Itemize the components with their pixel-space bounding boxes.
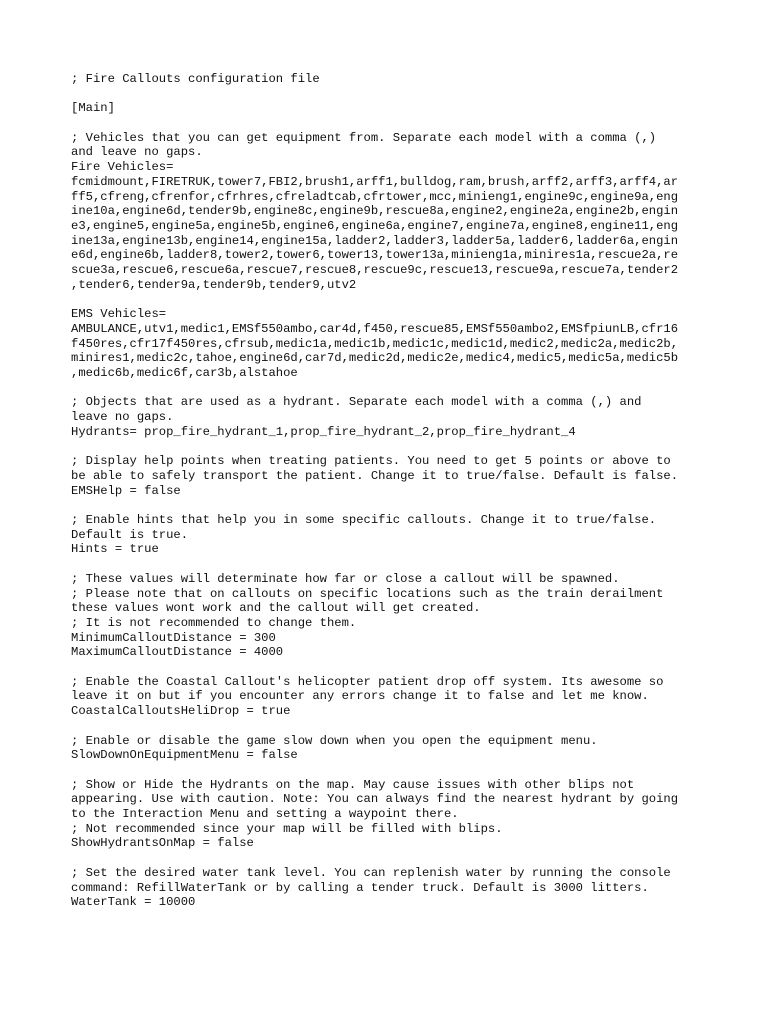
ems-vehicles-value: AMBULANCE,utv1,medic1,EMSf550ambo,car4d,f450,rescue85,EMSf550ambo2,EMSfpiunLB,cfr16 <box>71 321 679 336</box>
callout-distance-comment: ; It is not recommended to change them. <box>71 615 357 630</box>
hints-block <box>71 513 711 557</box>
coastal-heli-drop-setting: CoastalCalloutsHeliDrop = true <box>71 704 291 719</box>
ems-help-comment: ; Display help points when treating patients. You need to get 5 points or above to <box>71 454 671 469</box>
hydrants-setting: Hydrants= prop_fire_hydrant_1,prop_fire_hydrant_2,prop_fire_hydrant_4 <box>71 424 576 439</box>
fire-vehicles-value: scue3a,rescue6,rescue6a,rescue7,rescue8,rescue9c,rescue13,rescue9a,rescue7a,tender2 <box>71 263 679 278</box>
show-hydrants-comment: to the Interaction Menu and setting a waypoint there. <box>71 807 459 821</box>
main-section-heading: [Main] <box>71 101 115 116</box>
maximum-callout-distance-setting: MaximumCalloutDistance = 4000 <box>71 645 284 660</box>
hydrants-block <box>71 395 711 439</box>
main-section-block <box>71 101 711 116</box>
ems-vehicles-value: ,medic6b,medic6f,car3b,alstahoe <box>71 366 298 381</box>
slow-down-menu-block <box>71 734 711 763</box>
fire-vehicles-value: e6d,engine6b,ladder8,tower2,tower6,tower13,tower13a,minieng1a,minires1a,rescue2a,re <box>71 248 679 263</box>
config-header-block <box>71 72 711 87</box>
hydrants-comment: leave no gaps. <box>71 410 174 425</box>
ems-help-comment: be able to safely transport the patient. Change it to true/false. Default is false. <box>71 468 679 483</box>
show-hydrants-comment: ; Not recommended since your map will be filled with blips. <box>71 821 503 836</box>
ems-vehicles-value: f450res,cfr17f450res,cfrsub,medic1a,medic1b,medic1c,medic1d,medic2,medic2a,medic2b, <box>71 336 679 351</box>
coastal-heli-drop-comment: leave it on but if you encounter any errors change it to false and let me know. <box>71 689 649 704</box>
slow-down-menu-setting: SlowDownOnEquipmentMenu = false <box>71 748 298 763</box>
hints-comment: ; Enable hints that help you in some specific callouts. Change it to true/false. <box>71 513 657 527</box>
ems-vehicles-block <box>71 307 711 381</box>
callout-distance-comment: ; These values will determinate how far or close a callout will be spawned. <box>71 571 620 586</box>
callout-distance-block <box>71 572 711 660</box>
water-tank-setting: WaterTank = 10000 <box>71 895 196 910</box>
fire-vehicles-value: fcmidmount,FIRETRUK,tower7,FBI2,brush1,arff1,bulldog,ram,brush,arff2,arff3,arff4,ar <box>71 174 679 189</box>
fire-vehicles-value: ine13a,engine13b,engine14,engine15a,ladder2,ladder3,ladder5a,ladder6,ladder6a,engin <box>71 233 679 248</box>
fire-vehicles-value: ff5,cfreng,cfrenfor,cfrhres,cfreladtcab,cfrtower,mcc,minieng1,engine9c,engine9a,eng <box>71 189 679 204</box>
coastal-heli-drop-comment: ; Enable the Coastal Callout's helicopter patient drop off system. Its awesome so <box>71 674 664 689</box>
fire-vehicles-value: ine10a,engine6d,tender9b,engine8c,engine9b,rescue8a,engine2,engine2a,engine2b,engin <box>71 204 679 219</box>
water-tank-block <box>71 866 711 910</box>
hints-comment: Default is true. <box>71 527 189 542</box>
minimum-callout-distance-setting: MinimumCalloutDistance = 300 <box>71 630 276 645</box>
slow-down-menu-comment: ; Enable or disable the game slow down when you open the equipment menu. <box>71 733 598 748</box>
show-hydrants-comment: appearing. Use with caution. Note: You can always find the nearest hydrant by going <box>71 792 679 807</box>
show-hydrants-setting: ShowHydrantsOnMap = false <box>71 836 254 851</box>
config-document <box>71 72 711 925</box>
callout-distance-comment: these values wont work and the callout will get created. <box>71 601 481 616</box>
fire-vehicles-block <box>71 131 711 293</box>
hydrants-comment: ; Objects that are used as a hydrant. Separate each model with a comma (,) and <box>71 395 642 410</box>
coastal-heli-drop-block <box>71 675 711 719</box>
ems-vehicles-key: EMS Vehicles= <box>71 307 167 322</box>
show-hydrants-comment: ; Show or Hide the Hydrants on the map. May cause issues with other blips not <box>71 777 635 792</box>
hints-setting: Hints = true <box>71 542 159 557</box>
show-hydrants-block <box>71 778 711 852</box>
ems-vehicles-value: minires1,medic2c,tahoe,engine6d,car7d,medic2d,medic2e,medic4,medic5,medic5a,medic5b <box>71 351 679 366</box>
callout-distance-comment: ; Please note that on callouts on specific locations such as the train derailment <box>71 586 664 601</box>
fire-vehicles-key: Fire Vehicles= <box>71 160 174 175</box>
fire-vehicles-comment: ; Vehicles that you can get equipment from. Separate each model with a comma (,) <box>71 130 657 145</box>
fire-vehicles-value: ,tender6,tender9a,tender9b,tender9,utv2 <box>71 277 357 292</box>
ems-help-block <box>71 454 711 498</box>
fire-vehicles-value: e3,engine5,engine5a,engine5b,engine6,engine6a,engine7,engine7a,engine8,engine11,eng <box>71 219 679 233</box>
fire-vehicles-comment: and leave no gaps. <box>71 145 203 160</box>
water-tank-comment: command: RefillWaterTank or by calling a tender truck. Default is 3000 litters. <box>71 880 649 895</box>
ems-help-setting: EMSHelp = false <box>71 483 181 498</box>
water-tank-comment: ; Set the desired water tank level. You can replenish water by running the console <box>71 865 671 880</box>
config-header-comment: ; Fire Callouts configuration file <box>71 72 320 86</box>
